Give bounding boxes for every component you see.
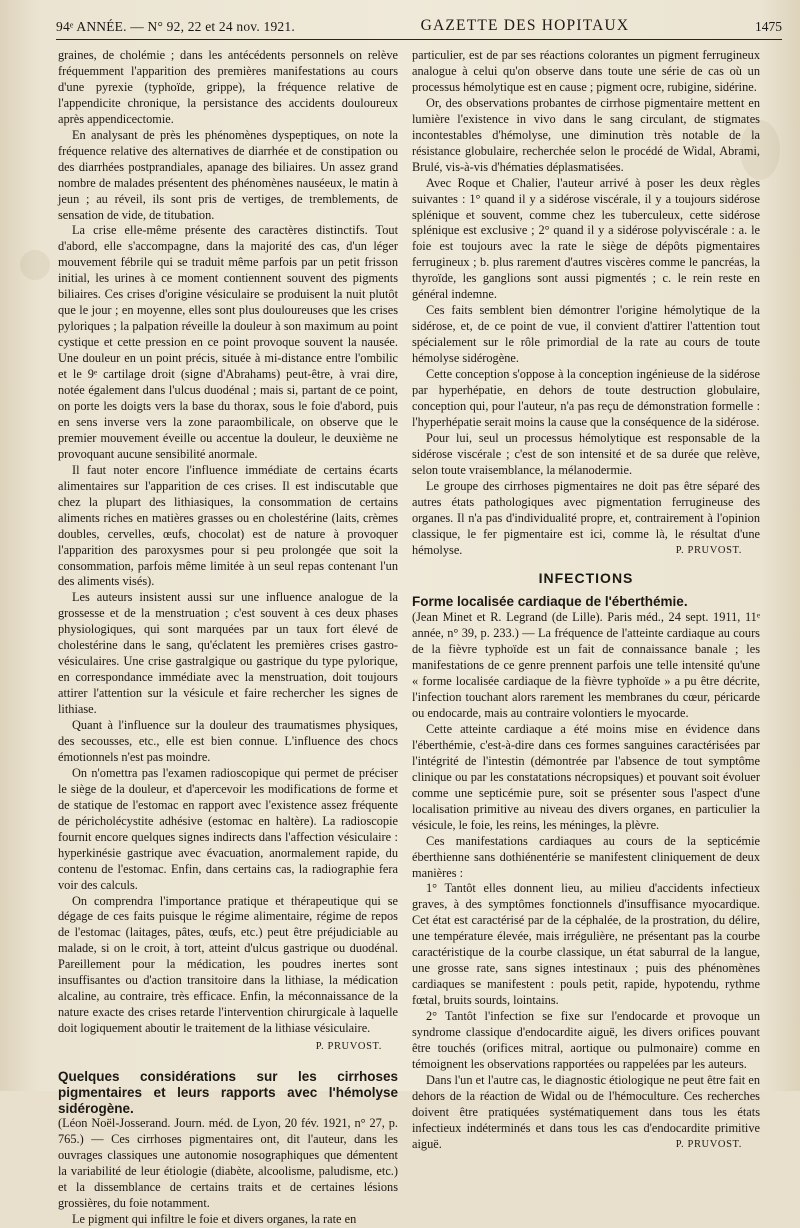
author-signature: P. PRUVOST. [675,544,742,556]
author-signature: P. PRUVOST. [315,1041,382,1053]
paragraph [412,479,760,559]
paragraph: Avec Roque et Chalier, l'auteur arrivé à poser les deux règles suivantes : 1° quand il y a sidérose viscérale, il y a toujours sidérose splénique et souvent, comme chez les tuberculeux, cette sidérose splénique est exclusive ; 2° quand il y a sidérose polyviscérale : a. le foie est toujours avec la rate le siège de dépôts pigmentaires ferrugineux ; b. plus rarement d'autres viscères comme le pancréas, la thyroïde, les ganglions sont aussi pigmentés ; c. le rein reste en général indemne. [412,175,760,302]
paper-stain [20,250,50,280]
paragraph: En analysant de près les phénomènes dyspeptiques, on note la fréquence relative des alternatives de diarrhée et de constipation ou des diarrhées postprandiales, apanage des biliaires. Un assez grand nombre de malades présentent des phénomènes nauséeux, le matin à jeun ; au réveil, ils sont pris de vertiges, de tremblements, de sensation de vide, de titubation. [58,127,398,222]
paragraph: Le pigment qui infiltre le foie et divers organes, la rate en [72,1212,357,1227]
paragraph: graines, de cholémie ; dans les antécédents personnels on relève fréquemment l'apparition des premières manifestations au cours d'une pyrexie (typhoïde, grippe), la fréquence relative de l'appendicite chronique, la persistance des accidents douloureux après appendicectomie. [58,48,398,126]
paragraph: Quant à l'influence sur la douleur des traumatismes physiques, des secousses, etc., elle est bien connue. L'influence des chocs émotionnels n'est pas moindre. [58,718,398,764]
left-column [58,48,398,1228]
right-column [412,48,760,1153]
journal-title: GAZETTE DES HOPITAUX [420,17,630,34]
paragraph: 2° Tantôt l'infection se fixe sur l'endocarde et provoque un syndrome classique d'endocardite aiguë, les divers orifices pouvant être touchés (orifices mitral, aortique ou pulmonaire) comme en témoignent les observations rapportées ou rappelées par les auteurs. [412,1009,760,1071]
paragraph-text: Le groupe des cirrhoses pigmentaires ne doit pas être séparé des autres états pathologiques avec pigmentation ferrugineuse des organes. Il n'a pas d'individualité propre, et, contrairement à l'opinion classique, le fer pigmentaire est ici, comme là, le résultat d'une hémolyse. [412,478,760,557]
article-title: Forme localisée cardiaque de l'éberthémie. [412,594,688,610]
paragraph: 1° Tantôt elles donnent lieu, au milieu d'accidents infectieux graves, à des symptômes fonctionnels d'insuffisance myocardique. Cet état est caractérisé par de la céphalée, de la prostration, du délire, une température élevée, mais irrégulière, ne présentant pas la courbe caractéristique de la courbe classique, un état saburral de la langue, une grosse rate, sans signes intestinaux ; puis des phénomènes cardiaques se manifestent : pouls petit, rapide, hypotendu, rythme fœtal, bruits sourds, lointains. [412,881,760,1008]
paragraph: Il faut noter encore l'influence immédiate de certains écarts alimentaires sur l'apparition de ces crises. Il est indiscutable que chez la plupart des lithiasiques, la consommation de certains aliments riches en matières grasses ou en cholestérine (laits, crèmes doubles, cervelles, œufs, chocolat) est de nature à provoquer l'apparition des paroxysmes pour si peu prolongée que soit la consommation, parfois même limitée à un seul repas contenant l'un des aliments visés). [58,462,398,589]
paragraph: Ces faits semblent bien démontrer l'origine hémolytique de la sidérose, et, de ce point de vue, il convient d'attirer l'attention tout spécialement sur le rôle primordial de la rate au cours de toute hémolyse sidérogène. [412,303,760,366]
issue-info: 94ᵉ ANNÉE. — N° 92, 22 et 24 nov. 1921. [56,19,295,34]
author-signature: P. PRUVOST. [675,1138,742,1150]
paragraph: (Jean Minet et R. Legrand (de Lille). Paris méd., 24 sept. 1911, 11ᵉ année, n° 39, p. 233.) — La fréquence de l'atteinte cardiaque au cours de la fièvre typhoïde est un fait de connaissance banale ; les manifestations de ce genre prennent parfois une telle intensité qu'une « forme localisée cardiaque de la fièvre typhoïde » a pu être décrite, l'infection touchant alors rarement les membranes du cœur, péricarde ou endocarde, mais au contraire volontiers le myocarde. [412,610,760,720]
paragraph: On comprendra l'importance pratique et thérapeutique qui se dégage de ces faits puisque le régime alimentaire, régime de repos de l'estomac (laitages, pâtes, œufs, etc.) peut être préjudiciable au malade, si on le croit, à tort, atteint d'ulcus gastrique ou duodénal. Pareillement pour la médication, les poudres inertes sont insuffisantes ou d'action transitoire dans la lithiase, la médication alcaline, au contraire, très efficace. Enfin, la méconnaissance de la nature exacte des crises retarde l'intervention chirurgicale à laquelle doit logiquement aboutir le traitement de la lithiase vésiculaire. [58,893,398,1036]
section-heading: INFECTIONS [538,569,634,586]
paragraph: Or, des observations probantes de cirrhose pigmentaire mettent en lumière l'existence in vivo dans le sang circulant, de stigmates incontestables d'hémolyse, une diminution très notable de la résistance globulaire, recherchée selon le procédé de Widal, Abrami, Brulé, vis-à-vis d'hématies déplasmatisées. [412,95,760,174]
paragraph: Cette conception s'oppose à la conception ingénieuse de la sidérose par hyperhépatie, en dehors de toute destruction globulaire, conception qui, pour l'auteur, n'a pas reçu de démonstration formelle : l'hyperhépatie serait moins la cause que la conséquence de la sidérose. [412,367,760,429]
paragraph [412,1073,760,1153]
paragraph: Les auteurs insistent aussi sur une influence analogue de la grossesse et de la menstruation ; c'est souvent à ces deux phases physiologiques, qui sont marquées par un taux fort élevé de cholestérine dans le sang, qu'éclatent les premières crises gastro-vésiculaires. Une crise gastralgique ou gastrique du type pylorique, en correspondance immédiate avec la menstruation, doit toujours attirer l'attention sur la vésicule et faire rechercher les signes de lithiase. [58,590,398,717]
paragraph: Cette atteinte cardiaque a été moins mise en évidence dans l'éberthémie, c'est-à-dire dans ces formes sanguines caractérisées par l'intégrité de l'intestin (démontrée par l'absence de tout symptôme clinique ou par les constatations nécropsiques) et pouvant soit évoluer comme une septicémie pure, soit se présenter sous l'aspect d'une localisation primitive au niveau des divers organes, en particulier la vésicule, le foie, les reins, les méninges, la plèvre. [412,721,760,832]
page-number: 1475 [755,19,782,34]
paragraph: On n'omettra pas l'examen radioscopique qui permet de préciser le siège de la douleur, et d'apercevoir les modifications de forme et de statique de l'estomac en rapport avec l'existence assez fréquente de péricholécystite adhésive (estomac en haltère). La radioscopie fournit encore quelques signes indirects dans l'affection vésiculaire : hyperkinésie gastrique avec évacuation, anormalement rapide, du contenu de l'estomac. Enfin, dans certains cas, la radiographie fera voir des calculs. [58,765,398,892]
running-header [56,14,782,40]
paragraph: La crise elle-même présente des caractères distinctifs. Tout d'abord, elle s'accompagne, dans la majorité des cas, d'un léger mouvement fébrile qui se traduit même parfois par un petit frisson initial, les urines à ce moment contiennent souvent des pigments biliaires. Ces crises d'origine vésiculaire se produisent la nuit plutôt que le jour ; en moyenne, elles sont plus douloureuses que les crises pyloriques ; la palpation réveille la douleur à son maximum au point cystique et cette pression en ce point provoque souvent la nausée. Une douleur en un point précis, située à mi-distance entre l'ombilic et le 9ᵉ cartilage droit (signe d'Abrahams) peut-être, à vrai dire, notée également dans l'ulcus duodénal ; mais si, partant de ce point, on porte les doigts vers la base du thorax, sous le foie d'abord, puis en sens inverse vers la zone paraombilicale, on observe que le premier mouvement éveille ou accentue la douleur, le deuxième ne provoquant aucune sensibilité anormale. [58,223,398,461]
article-title: Quelques considérations sur les cirrhoses pigmentaires et leurs rapports avec l'hémolyse sidérogène. [58,1069,398,1116]
paragraph: Ces manifestations cardiaques au cours de la septicémie éberthienne sans dothiénentérie se manifestent cliniquement de deux manières : [412,833,760,880]
paragraph: particulier, est de par ses réactions colorantes un pigment ferrugineux analogue à celui qu'on observe dans toute une série de cas où un processus hémolytique est en cause ; pigment ocre, rubigine, sidérine. [412,48,760,94]
paragraph: (Léon Noël-Josserand. Journ. méd. de Lyon, 20 fév. 1921, n° 27, p. 765.) — Ces cirrhoses pigmentaires ont, dit l'auteur, dans les ouvrages classiques une autonomie nosographiques que démentent la variabilité de leur étiologie (diabète, alcoolisme, paludisme, etc.) et la dissemblance de certains traits et de certaines lésions grossières, du foie notamment. [58,1116,398,1211]
paragraph: Pour lui, seul un processus hémolytique est responsable de la sidérose viscérale ; c'est de son intensité et de sa durée que relève, selon toute vraisemblance, la mélanodermie. [412,430,760,477]
paragraph-text: Dans l'un et l'autre cas, le diagnostic étiologique ne peut être fait en dehors de la réaction de Widal ou de l'hémoculture. Ces recherches doivent être pratiquées systématiquement dans tous les états infectieux indéterminés et dans tous les cas d'endocardite primitive aiguë. [412,1072,760,1151]
